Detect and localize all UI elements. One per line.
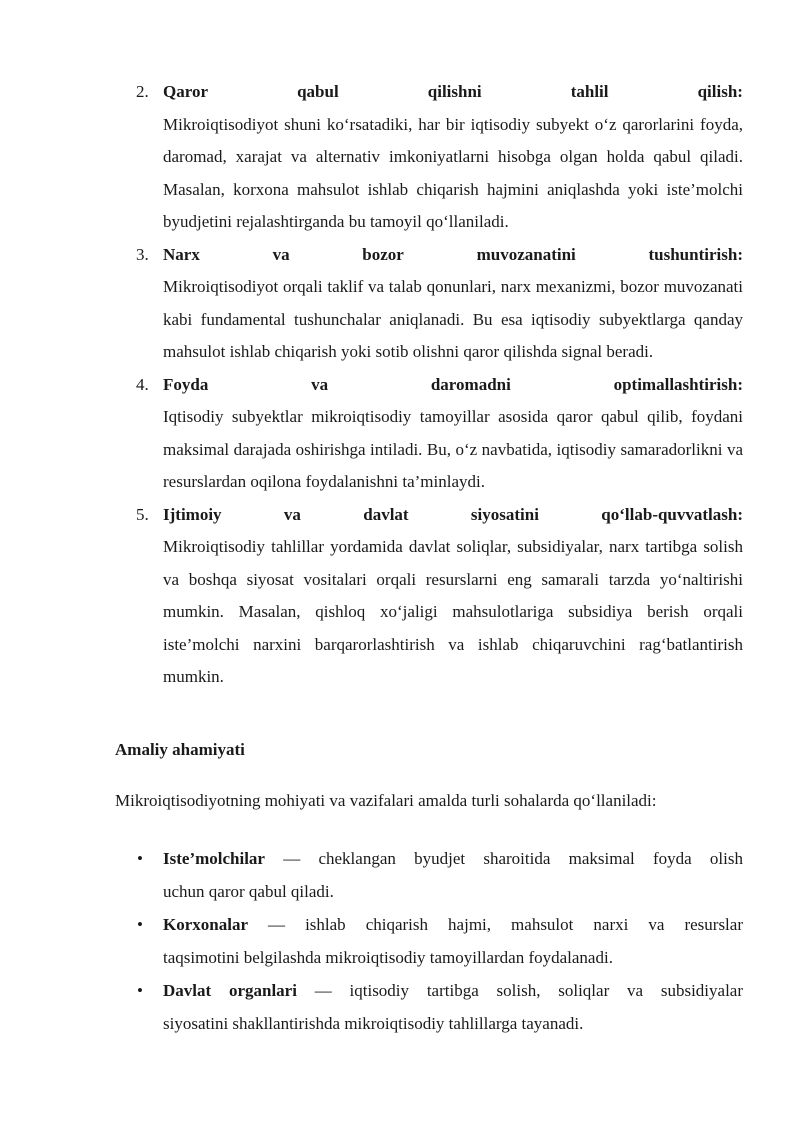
- heading-word: muvozanatini: [476, 244, 576, 264]
- bullet-term: Iste’molchilar: [163, 849, 265, 868]
- bullet-continuation: uchun qaror qabul qiladi.: [163, 881, 334, 901]
- bullet-item: [137, 909, 743, 974]
- list-item-body: Mikroiqtisodiyot shuni ko‘rsatadiki, har bir iqtisodiy subyekt o‘z qarorlarini foyda, daromad, xarajat va alternativ imkoniyatlarni hisobga olgan holda qabul qiladi. Masalan, korxona mahsulot ishlab chiqarish hajmini aniqlashda yoki iste’molchi byudjetini rejalashtirganda bu tamoyil qo‘llaniladi.: [163, 114, 743, 231]
- bullet-continuation: siyosatini shakllantirishda mikroiqtisodiy tahlillarga tayanadi.: [163, 1013, 584, 1033]
- list-item-heading: [163, 239, 743, 272]
- list-item-number: 2.: [136, 82, 149, 101]
- list-item-heading: [163, 499, 743, 532]
- bullet-first-line: [163, 843, 743, 876]
- bullet-text: — iqtisodiy tartibga solish, soliqlar va subsidiyalar: [296, 981, 743, 1000]
- list-item-number: 3.: [136, 244, 149, 264]
- list-item-heading: [163, 369, 743, 402]
- bullet-item: [137, 843, 743, 908]
- bullet-icon: •: [137, 849, 143, 868]
- intro-paragraph: Mikroiqtisodiyotning mohiyati va vazifalari amalda turli sohalarda qo‘llaniladi:: [115, 791, 657, 810]
- heading-word: optimallashtirish:: [613, 374, 743, 394]
- heading-word: Foyda: [163, 374, 209, 394]
- bullet-list: [137, 843, 743, 1041]
- list-item: [136, 239, 743, 369]
- heading-word: Ijtimoiy: [163, 504, 222, 524]
- bullet-term: Korxonalar: [163, 915, 248, 934]
- list-item: [136, 76, 743, 239]
- heading-word: va: [311, 374, 329, 394]
- heading-word: tahlil: [570, 82, 609, 101]
- heading-word: daromadni: [430, 374, 511, 394]
- bullet-icon: •: [137, 981, 143, 1000]
- heading-word: Qaror: [163, 82, 209, 101]
- heading-word: davlat: [363, 504, 409, 524]
- list-item-body: Iqtisodiy subyektlar mikroiqtisodiy tamoyillar asosida qaror qabul qilib, foydani maksimal darajada oshirishga intiladi. Bu, o‘z navbatida, iqtisodiy samaradorlikni va resurslardan oqilona foydalanishni ta’minlaydi.: [163, 407, 743, 491]
- heading-word: Narx: [163, 244, 200, 264]
- list-item: [136, 499, 743, 694]
- bullet-item: [137, 975, 743, 1040]
- heading-word: qilish:: [697, 82, 743, 101]
- list-item-heading: [163, 76, 743, 109]
- heading-word: tushuntirish:: [648, 244, 743, 264]
- heading-word: va: [272, 244, 290, 264]
- heading-word: qabul: [297, 82, 339, 101]
- heading-word: va: [283, 504, 301, 524]
- bullet-term: Davlat organlari: [163, 981, 297, 1000]
- bullet-text: — cheklangan byudjet sharoitida maksimal foyda olish: [264, 849, 743, 868]
- list-item-number: 5.: [136, 504, 149, 524]
- list-item: [136, 369, 743, 499]
- bullet-icon: •: [137, 915, 143, 934]
- list-item-number: 4.: [136, 374, 149, 394]
- bullet-continuation: taqsimotini belgilashda mikroiqtisodiy tamoyillardan foydalanadi.: [163, 947, 613, 967]
- section-heading: Amaliy ahamiyati: [115, 740, 245, 759]
- heading-word: qilishni: [427, 82, 482, 101]
- list-item-body: Mikroiqtisodiy tahlillar yordamida davlat soliqlar, subsidiyalar, narx tartibga solish va boshqa siyosat vositalari orqali resurslarni eng samarali tarzda yo‘naltirishi mumkin. Masalan, qishloq xo‘jaligi mahsulotlariga subsidiya berish orqali iste’molchi narxini barqarorlashtirish va ishlab chiqaruvchini rag‘batlantirish mumkin.: [163, 537, 743, 686]
- heading-word: bozor: [362, 244, 404, 264]
- bullet-first-line: [163, 975, 743, 1008]
- bullet-text: — ishlab chiqarish hajmi, mahsulot narxi va resurslar: [248, 915, 743, 934]
- numbered-list: [136, 76, 743, 694]
- list-item-body: Mikroiqtisodiyot orqali taklif va talab qonunlari, narx mexanizmi, bozor muvozanati kabi fundamental tushunchalar aniqlanadi. Bu esa iqtisodiy subyektlarga qanday mahsulot ishlab chiqarish yoki sotib olishni qaror qilishda signal beradi.: [163, 277, 743, 361]
- heading-word: siyosatini: [470, 504, 539, 524]
- bullet-first-line: [163, 909, 743, 942]
- heading-word: qo‘llab-quvvatlash:: [601, 504, 743, 524]
